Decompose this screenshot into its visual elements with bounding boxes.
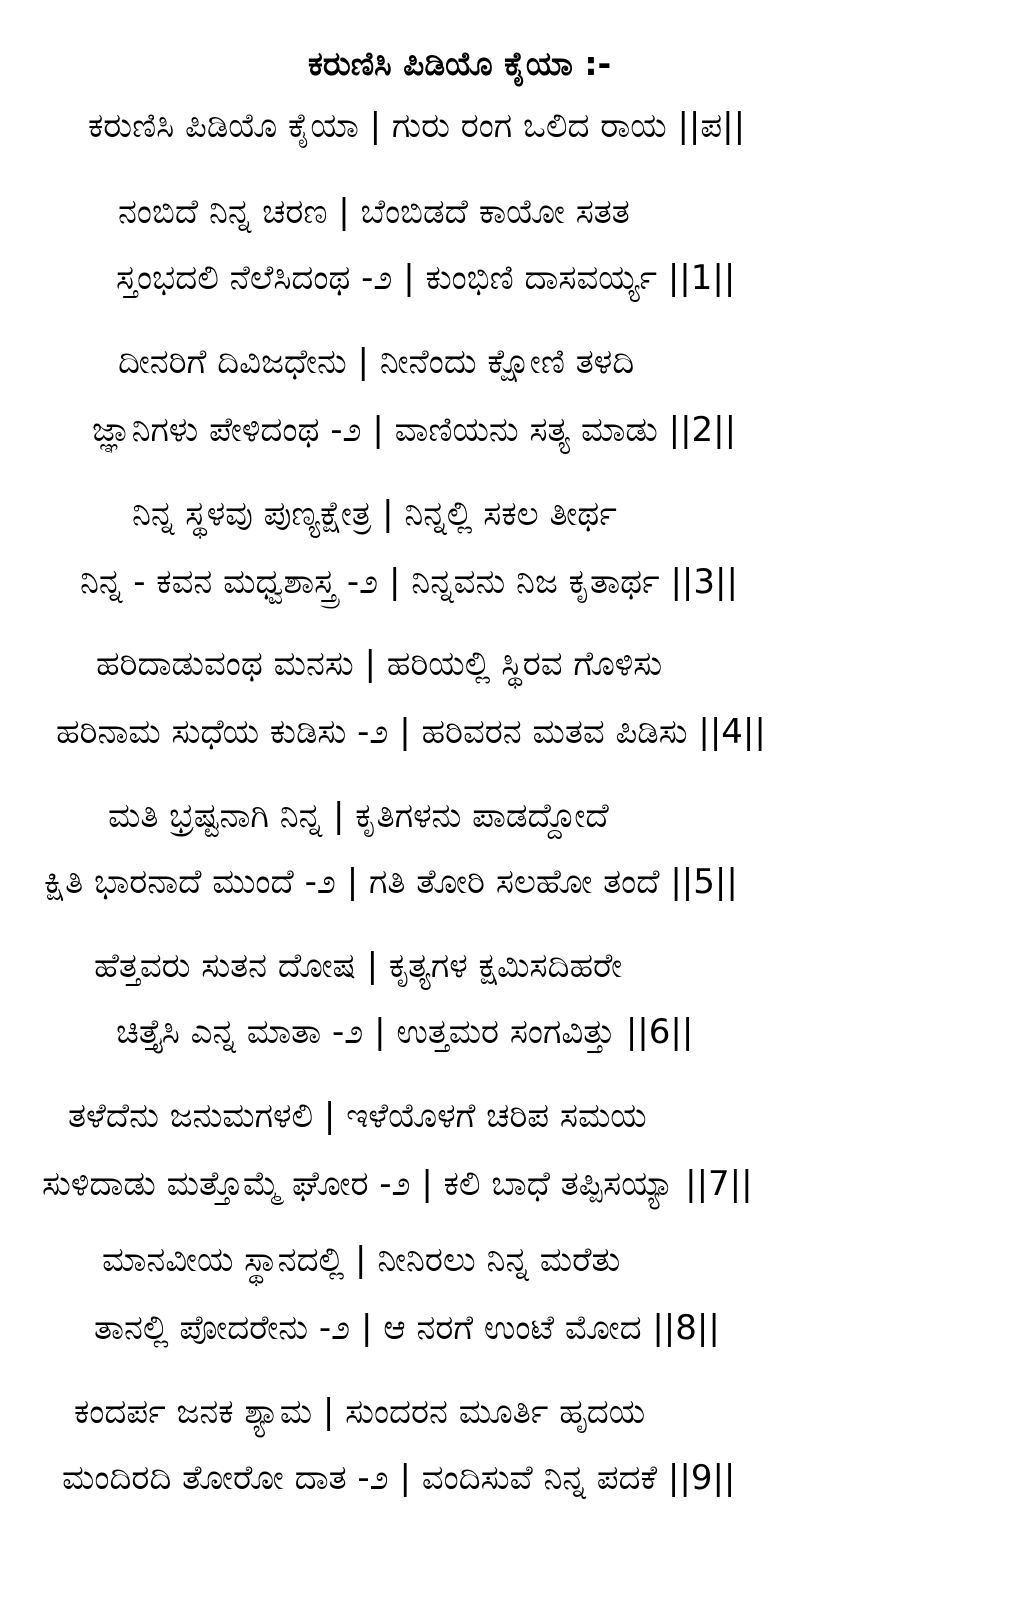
song-title: ಕರುಣಿಸಿ ಪಿಡಿಯೊ ಕೈಯಾ :- xyxy=(308,44,612,83)
stanza-2-line-1: ದೀನರಿಗೆ ದಿವಿಜಧೇನು | ನೀನೆಂದು ಕ್ಷೋಣಿ ತಳದಿ xyxy=(118,342,635,382)
stanza-9-line-1: ಕಂದರ್ಪ ಜನಕ ಶ್ಯಾಮ | ಸುಂದರನ ಮೂರ್ತಿ ಹೃದಯ xyxy=(74,1392,646,1432)
stanza-7-line-1: ತಳೆದೆನು ಜನುಮಗಳಲಿ | ಇಳೆಯೊಳಗೆ ಚರಿಪ ಸಮಯ xyxy=(68,1096,647,1136)
stanza-4-line-1: ಹರಿದಾಡುವಂಥ ಮನಸು | ಹರಿಯಲ್ಲಿ ಸ್ಥಿರವ ಗೊಳಿಸು xyxy=(96,644,663,684)
stanza-8-line-2: ತಾನಲ್ಲಿ ಪೋದರೇನು -೨ | ಆ ನರಗೆ ಉಂಟೆ ಮೋದ ||8|| xyxy=(94,1308,720,1348)
stanza-8-line-1: ಮಾನವೀಯ ಸ್ಥಾನದಲ್ಲಿ | ನೀನಿರಲು ನಿನ್ನ ಮರೆತು xyxy=(102,1240,621,1280)
stanza-1-line-1: ನಂಬಿದೆ ನಿನ್ನ ಚರಣ | ಬೆಂಬಿಡದೆ ಕಾಯೋ ಸತತ xyxy=(118,192,630,232)
stanza-6-line-1: ಹೆತ್ತವರು ಸುತನ ದೋಷ | ಕೃತ್ಯಗಳ ಕ್ಷಮಿಸದಿಹರೇ xyxy=(94,946,623,986)
refrain-line: ಕರುಣಿಸಿ ಪಿಡಿಯೊ ಕೈಯಾ | ಗುರು ರಂಗ ಒಲಿದ ರಾಯ ||ಪ|| xyxy=(88,106,746,146)
stanza-9-line-2: ಮಂದಿರದಿ ತೋರೋ ದಾತ -೨ | ವಂದಿಸುವೆ ನಿನ್ನ ಪದಕೆ ||9|| xyxy=(62,1458,736,1498)
stanza-2-line-2: ಜ್ಞಾನಿಗಳು ಪೇಳಿದಂಥ -೨ | ವಾಣಿಯನು ಸತ್ಯ ಮಾಡು ||2|| xyxy=(92,410,737,450)
stanza-3-line-2: ನಿನ್ನ - ಕವನ ಮಧ್ವಶಾಸ್ತ್ರ -೨ | ನಿನ್ನವನು ನಿಜ ಕೃತಾರ್ಥ ||3|| xyxy=(80,562,738,602)
stanza-6-line-2: ಚಿತ್ತೈಸಿ ಎನ್ನ ಮಾತಾ -೨ | ಉತ್ತಮರ ಸಂಗವಿತ್ತು ||6|| xyxy=(116,1012,694,1052)
stanza-5-line-1: ಮತಿ ಭ್ರಷ್ಟನಾಗಿ ನಿನ್ನ | ಕೃತಿಗಳನು ಪಾಡದ್ದೋದೆ xyxy=(108,796,609,836)
stanza-1-line-2: ಸ್ತಂಭದಲಿ ನೆಲೆಸಿದಂಥ -೨ | ಕುಂಭಿಣಿ ದಾಸವರ್ಯ್ಯ ||1|| xyxy=(116,258,736,298)
stanza-4-line-2: ಹರಿನಾಮ ಸುಧೆಯ ಕುಡಿಸು -೨ | ಹರಿವರನ ಮತವ ಪಿಡಿಸು ||4|| xyxy=(56,712,766,752)
stanza-3-line-1: ನಿನ್ನ ಸ್ಥಳವು ಪುಣ್ಯಕ್ಷೇತ್ರ | ನಿನ್ನಲ್ಲಿ ಸಕಲ ತೀರ್ಥ xyxy=(132,494,617,534)
stanza-5-line-2: ಕ್ಷಿತಿ ಭಾರನಾದೆ ಮುಂದೆ -೨ | ಗತಿ ತೋರಿ ಸಲಹೋ ತಂದೆ ||5|| xyxy=(44,862,738,902)
stanza-7-line-2: ಸುಳಿದಾಡು ಮತ್ತೊಮ್ಮೆ ಘೋರ -೨ | ಕಲಿ ಬಾಧೆ ತಪ್ಪಿಸಯ್ಯಾ ||7|| xyxy=(42,1164,753,1204)
